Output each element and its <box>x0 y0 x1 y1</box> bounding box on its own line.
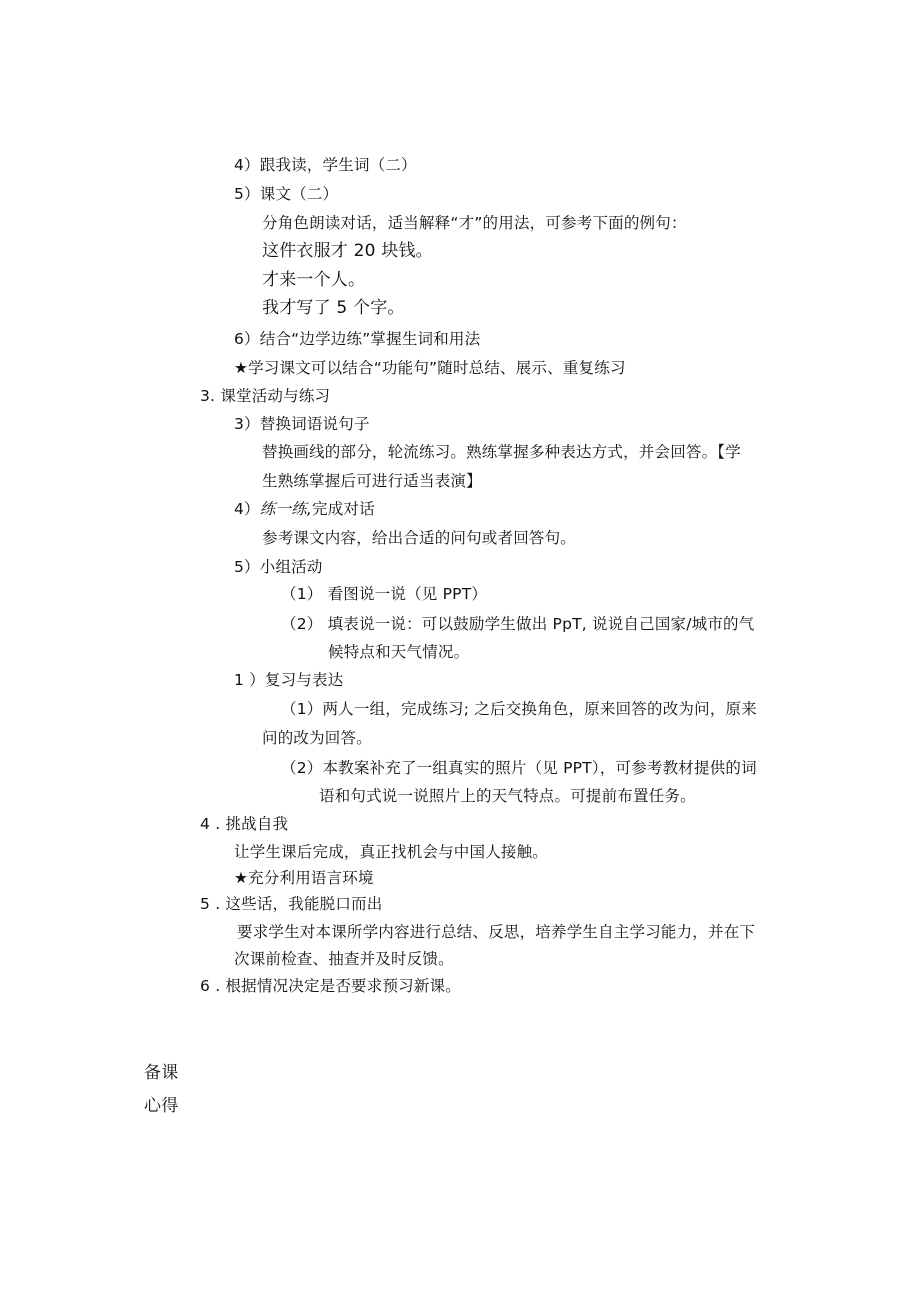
example-sentence: 我才写了 5 个字。 <box>262 298 405 318</box>
text-line: 4）跟我读，学生词（二） <box>234 156 417 174</box>
text-line: 要求学生对本课所学内容进行总结、反思，培养学生自主学习能力，并在下 <box>237 923 756 941</box>
note-line: ★充分利用语言环境 <box>234 869 374 887</box>
text-line: （1） 看图说一说（见 PPT） <box>281 585 488 603</box>
text-line: （1）两人一组，完成练习; 之后交换角色，原来回答的改为问，原来 <box>281 700 757 718</box>
text-line: 参考课文内容，给出合适的问句或者回答句。 <box>262 529 577 547</box>
example-sentence: 这件衣服才 20 块钱。 <box>262 241 433 261</box>
side-label: 备课 <box>144 1063 179 1083</box>
text-line: （2）本教案补充了一组真实的照片（见 PPT），可参考教材提供的词 <box>281 759 757 777</box>
section-heading: 6 . 根据情况决定是否要求预习新课。 <box>200 977 461 995</box>
text-line: 问的改为回答。 <box>262 729 372 747</box>
text-line <box>234 498 375 520</box>
text-line: 6）结合“边学边练”掌握生词和用法 <box>234 330 481 348</box>
text-line: 候特点和天气情况。 <box>328 643 470 661</box>
text-line: 5）课文（二） <box>234 185 339 203</box>
item-text: 完成对话 <box>312 500 375 518</box>
item-number: 4） <box>234 500 260 518</box>
text-line: 3）替换词语说句子 <box>234 415 370 433</box>
section-heading: 4 . 挑战自我 <box>200 815 289 833</box>
section-heading: 3. 课堂活动与练习 <box>200 387 331 405</box>
text-line: 次课前检查、抽查并及时反馈。 <box>234 950 454 968</box>
text-line: 分角色朗读对话，适当解释“才”的用法，可参考下面的例句： <box>262 214 687 232</box>
text-line: 语和句式说一说照片上的天气特点。可提前布置任务。 <box>319 787 696 805</box>
text-line: 生熟练掌握后可进行适当表演】 <box>262 472 482 490</box>
text-line: 1 ）复习与表达 <box>234 671 344 689</box>
section-heading: 5 . 这些话，我能脱口而出 <box>200 895 383 913</box>
text-line: 让学生课后完成，真正找机会与中国人接触。 <box>234 843 549 861</box>
example-sentence: 才来一个人。 <box>262 270 366 290</box>
side-label: 心得 <box>144 1096 179 1116</box>
italic-title: 练一练, <box>259 500 312 518</box>
text-line: 替换画线的部分，轮流练习。熟练掌握多种表达方式，并会回答。【学 <box>262 443 741 461</box>
note-line: ★学习课文可以结合“功能句”随时总结、展示、重复练习 <box>234 359 626 377</box>
text-line: （2） 填表说一说：可以鼓励学生做出 PpT, 说说自己国家/城市的气 <box>281 615 755 633</box>
text-line: 5）小组活动 <box>234 558 323 576</box>
